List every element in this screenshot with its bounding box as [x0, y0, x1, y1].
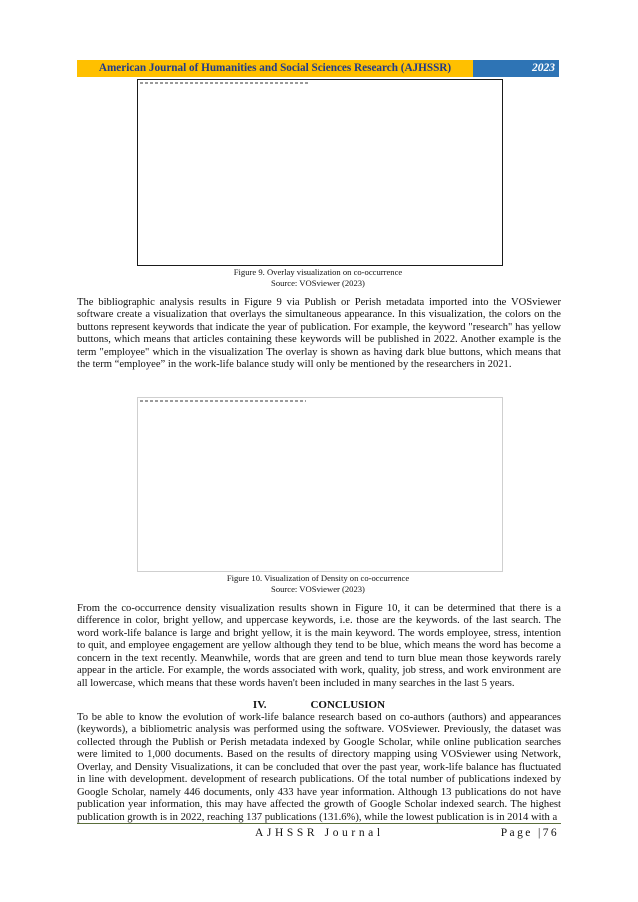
figure-10-placeholder-text — [140, 400, 306, 402]
paragraph-figure-10-analysis: From the co-occurrence density visualization results shown in Figure 10, it can be determined that there is a difference in color, bright yellow, and uppercase keywords, i.e. those are the keywords. of the last search. The word work-life balance is large and bright yellow, it is the main keyword. The words employee, stress, intention to quit, and employee engagement are yellow although they tend to be blue, which means the word has become a concern in the text recently. Meanwhile, words that are green and tend to turn blue mean those keywords rarely appear in the article. For example, the words associated with work, quality, job stress, and work environment are all lowercase, which means that these words haven't been included in many searches in the last 5 years. — [77, 603, 561, 689]
figure-9-image — [137, 79, 503, 266]
journal-title: American Journal of Humanities and Social Sciences Research (AJHSSR) — [77, 60, 473, 77]
figure-10-image — [137, 397, 503, 572]
page-number: Page |76 — [500, 827, 559, 839]
journal-header — [77, 60, 559, 77]
paragraph-conclusion: To be able to know the evolution of work-life balance research based on co-authors (authors) and appearances (keywords), a bibliometric analysis was performed using the software. VOSviewer. Previously, the dataset was collected through the Publish or Perish metadata indexed by Google Scholar, while online publication searches were limited to 1,000 documents. Based on the results of directory mapping using VOSviewer using Network, Overlay, and Density Visualizations, it can be concluded that over the past year, work-life balance has fluctuated in line with development. development of research publications. Of the total number of publications indexed by Google Scholar, namely 446 documents, only 433 have year information. Although 13 publications do not have publication year information, this may have affected the growth of Google Scholar indexed search. The highest publication growth is in 2022, reaching 137 publications (131.6%), while the lowest publication is in 2014 with a — [77, 712, 561, 823]
section-title: CONCLUSION — [310, 699, 386, 711]
figure-9-placeholder-text — [140, 82, 308, 84]
figure-9-source: Source: VOSviewer (2023) — [271, 278, 365, 288]
journal-year: 2023 — [473, 60, 559, 77]
footer-journal-name: AJHSSR Journal — [255, 827, 384, 839]
figure-10-caption: Figure 10. Visualization of Density on co-occurrence — [226, 573, 410, 583]
section-heading — [77, 699, 561, 712]
footer-divider — [77, 823, 561, 824]
paragraph-figure-9-analysis: The bibliographic analysis results in Figure 9 via Publish or Perish metadata imported into the VOSviewer software create a visualization that overlays the simultaneous appearance. In this visualization, the colors on the buttons represent keywords that indicate the year of publication. For example, the keyword "research" has yellow buttons, which means that articles containing these keywords will be published in 2022. Another example is the term "employee" which in the visualization The overlay is shown as having dark blue buttons, which means that the term “employee” in the work-life balance study will only be mentioned by the researchers in 2021. — [77, 297, 561, 371]
figure-9-caption: Figure 9. Overlay visualization on co-occurrence — [233, 267, 403, 277]
figure-10-source: Source: VOSviewer (2023) — [271, 584, 365, 594]
page-footer — [77, 826, 561, 840]
section-number: IV. — [252, 699, 267, 711]
